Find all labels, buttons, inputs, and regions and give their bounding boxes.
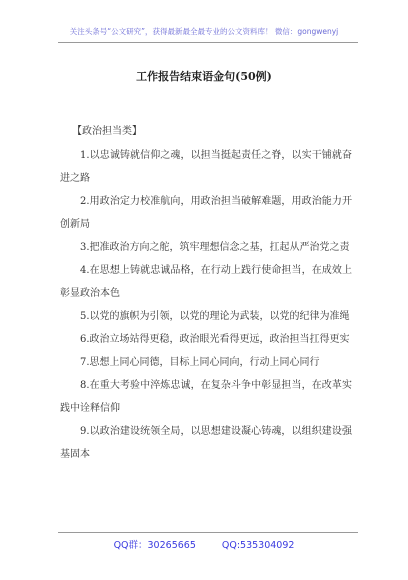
list-item-7: 7.思想上同心同德，目标上同心同向，行动上同心同行 [80, 357, 320, 368]
footer-qq: QQ:535304092 [221, 540, 295, 551]
list-item-3: 3.把准政治方向之舵，筑牢理想信念之基，扛起从严治党之责 [80, 242, 350, 253]
list-item-4: 4.在思想上铸就忠诚品格，在行动上践行使命担当，在成效上彰显政治本色 [60, 265, 352, 299]
page-header: 关注头条号“公文研究”，获得最新最全最专业的公文资料库！ 微信：gongwenyj [69, 27, 339, 36]
page-footer [0, 537, 408, 551]
list-item-5: 5.以党的旗帜为引领，以党的理论为武装，以党的纪律为准绳 [80, 311, 350, 322]
list-item-6: 6.政治立场站得更稳，政治眼光看得更远，政治担当扛得更实 [80, 334, 350, 345]
list-item-1: 1.以忠诚铸就信仰之魂，以担当挺起责任之脊，以实干铺就奋进之路 [60, 150, 352, 184]
footer-qq-group: QQ群：30265665 [113, 540, 196, 551]
category-heading: 【政治担当类】 [72, 126, 142, 137]
footer-divider [58, 532, 358, 533]
list-item-8: 8.在重大考验中淬炼忠诚，在复杂斗争中彰显担当，在改革实践中诠释信仰 [60, 380, 352, 414]
document-title: 工作报告结束语金句(50例) [136, 70, 272, 83]
list-item-9: 9.以政治建设统领全局，以思想建设凝心铸魂，以组织建设强基固本 [60, 426, 352, 460]
list-item-2: 2.用政治定力校准航向，用政治担当破解难题，用政治能力开创新局 [60, 196, 352, 230]
header-divider [58, 42, 358, 43]
document-body [60, 120, 352, 466]
